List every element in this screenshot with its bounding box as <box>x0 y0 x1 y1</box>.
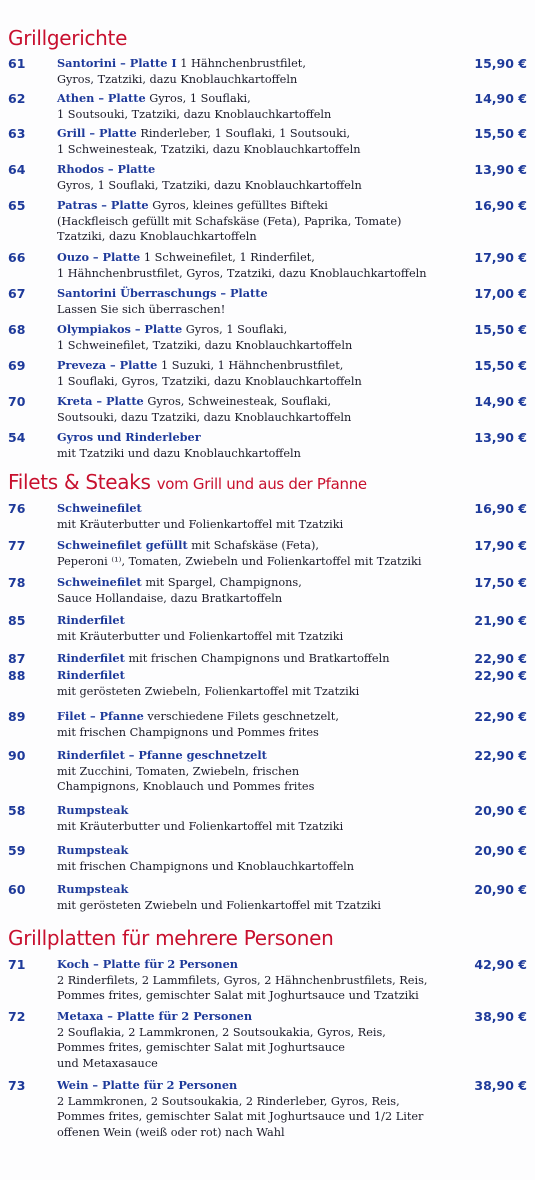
item-desc: 1 Hähnchenbrustfilet, <box>180 57 306 70</box>
item-name: Rinderfilet – Pfanne geschnetzelt <box>57 748 267 762</box>
section-title-grillgerichte: Grillgerichte <box>8 26 128 50</box>
item-price: 38,90 € <box>474 1078 527 1093</box>
item-desc: Champignons, Knoblauch und Pommes frites <box>57 780 315 793</box>
item-price: 20,90 € <box>474 843 527 858</box>
item-desc: Tzatziki, dazu Knoblauchkartoffeln <box>57 230 257 243</box>
item-price: 22,90 € <box>474 748 527 763</box>
item-number: 60 <box>8 882 26 897</box>
item-desc: mit Schafskäse (Feta), <box>191 539 320 552</box>
item-desc: Pommes frites, gemischter Salat mit Joghurtsauce und Tzatziki <box>57 989 419 1002</box>
item-price: 16,90 € <box>474 198 527 213</box>
item-price: 15,50 € <box>474 322 527 337</box>
item-number: 61 <box>8 56 26 71</box>
item-desc: 2 Rinderfilets, 2 Lammfilets, Gyros, 2 Hähnchenbrustfilets, Reis, <box>57 973 428 987</box>
item-name: Filet – Pfanne <box>57 709 144 723</box>
item-name: Metaxa – Platte für 2 Personen <box>57 1009 253 1023</box>
item-desc: Lassen Sie sich überraschen! <box>57 302 226 316</box>
section-title-filets-steaks: Filets & Steaks vom Grill und aus der Pfanne <box>8 470 367 494</box>
item-name: Schweinefilet <box>57 501 142 515</box>
item-name: Santorini – Platte I <box>57 56 177 70</box>
item-desc: 2 Lammkronen, 2 Soutsoukakia, 2 Rinderleber, Gyros, Reis, <box>57 1094 400 1108</box>
item-desc: Gyros, 1 Souflaki, <box>149 92 251 105</box>
item-price: 17,90 € <box>474 250 527 265</box>
item-number: 88 <box>8 668 26 683</box>
item-desc: mit Spargel, Champignons, <box>145 576 302 589</box>
item-desc: 1 Soutsouki, Tzatziki, dazu Knoblauchkartoffeln <box>57 107 332 121</box>
item-desc: Gyros, kleines gefülltes Bifteki <box>152 199 328 212</box>
item-price: 17,50 € <box>474 575 527 590</box>
item-name: Ouzo – Platte <box>57 250 141 264</box>
item-price: 20,90 € <box>474 882 527 897</box>
item-price: 14,90 € <box>474 394 527 409</box>
item-desc: 1 Suzuki, 1 Hähnchenbrustfilet, <box>160 359 344 372</box>
item-number: 65 <box>8 198 26 213</box>
item-desc: mit Kräuterbutter und Folienkartoffel mit Tzatziki <box>57 629 344 643</box>
item-number: 87 <box>8 651 26 666</box>
item-number: 63 <box>8 126 26 141</box>
item-name: Rinderfilet <box>57 613 125 627</box>
item-desc: 1 Hähnchenbrustfilet, Gyros, Tzatziki, dazu Knoblauchkartoffeln <box>57 266 427 280</box>
item-desc: 1 Schweinesteak, Tzatziki, dazu Knoblauchkartoffeln <box>57 142 361 156</box>
item-name: Preveza – Platte <box>57 358 158 372</box>
item-desc: mit frischen Champignons und Pommes frites <box>57 725 319 739</box>
item-desc: verschiedene Filets geschnetzelt, <box>147 710 339 723</box>
item-number: 66 <box>8 250 26 265</box>
item-desc: offenen Wein (weiß oder rot) nach Wahl <box>57 1125 285 1139</box>
item-price: 42,90 € <box>474 957 527 972</box>
item-price: 21,90 € <box>474 613 527 628</box>
item-number: 54 <box>8 430 26 445</box>
item-name: Rumpsteak <box>57 803 129 817</box>
item-name: Athen – Platte <box>57 91 146 105</box>
item-name: Rumpsteak <box>57 843 129 857</box>
item-price: 22,90 € <box>474 709 527 724</box>
item-name: Wein – Platte für 2 Personen <box>57 1078 238 1092</box>
item-desc: Rinderleber, 1 Souflaki, 1 Soutsouki, <box>140 127 351 140</box>
item-price: 13,90 € <box>474 430 527 445</box>
item-name: Rinderfilet <box>57 651 125 665</box>
item-price: 16,90 € <box>474 501 527 516</box>
item-number: 69 <box>8 358 26 373</box>
item-number: 85 <box>8 613 26 628</box>
item-desc: Gyros, Schweinesteak, Souflaki, <box>147 395 332 408</box>
item-price: 17,90 € <box>474 538 527 553</box>
item-number: 68 <box>8 322 26 337</box>
item-desc: mit Tzatziki und dazu Knoblauchkartoffeln <box>57 446 301 460</box>
item-name: Rinderfilet <box>57 668 125 682</box>
item-price: 20,90 € <box>474 803 527 818</box>
item-name: Rumpsteak <box>57 882 129 896</box>
item-name: Kreta – Platte <box>57 394 144 408</box>
item-desc: Peperoni ⁽¹⁾, Tomaten, Zwiebeln und Folienkartoffel mit Tzatziki <box>57 554 422 568</box>
item-desc: mit gerösteten Zwiebeln, Folienkartoffel mit Tzatziki <box>57 684 360 698</box>
item-desc: Gyros, 1 Souflaki, <box>185 323 288 336</box>
item-name: Olympiakos – Platte <box>57 322 183 336</box>
item-number: 62 <box>8 91 26 106</box>
item-name: Koch – Platte für 2 Personen <box>57 957 238 971</box>
item-number: 73 <box>8 1078 26 1093</box>
item-price: 15,90 € <box>474 56 527 71</box>
item-desc: mit Kräuterbutter und Folienkartoffel mit Tzatziki <box>57 819 344 833</box>
item-number: 67 <box>8 286 26 301</box>
item-number: 64 <box>8 162 26 177</box>
item-number: 59 <box>8 843 26 858</box>
item-price: 13,90 € <box>474 162 527 177</box>
item-name: Rhodos – Platte <box>57 162 156 176</box>
item-number: 90 <box>8 748 26 763</box>
item-desc: (Hackfleisch gefüllt mit Schafskäse (Feta), Paprika, Tomate) <box>57 214 402 228</box>
item-desc: und Metaxasauce <box>57 1056 158 1070</box>
item-price: 38,90 € <box>474 1009 527 1024</box>
item-desc: 1 Souflaki, Gyros, Tzatziki, dazu Knoblauchkartoffeln <box>57 374 362 388</box>
item-desc: mit frischen Champignons und Knoblauchkartoffeln <box>57 859 355 873</box>
item-number: 71 <box>8 957 26 972</box>
item-desc: mit Zucchini, Tomaten, Zwiebeln, frischen <box>57 764 300 778</box>
item-name: Gyros und Rinderleber <box>57 430 201 444</box>
item-name: Schweinefilet <box>57 575 142 589</box>
item-price: 22,90 € <box>474 651 527 666</box>
item-number: 77 <box>8 538 26 553</box>
item-desc: 1 Schweinefilet, Tzatziki, dazu Knoblauchkartoffeln <box>57 338 353 352</box>
item-price: 14,90 € <box>474 91 527 106</box>
item-price: 17,00 € <box>474 286 527 301</box>
item-name: Grill – Platte <box>57 126 137 140</box>
item-number: 58 <box>8 803 26 818</box>
item-price: 15,50 € <box>474 126 527 141</box>
item-number: 76 <box>8 501 26 516</box>
item-desc: 2 Souflakia, 2 Lammkronen, 2 Soutsoukakia, Gyros, Reis, <box>57 1025 386 1039</box>
item-price: 22,90 € <box>474 668 527 683</box>
item-number: 89 <box>8 709 26 724</box>
item-desc: mit Kräuterbutter und Folienkartoffel mit Tzatziki <box>57 517 344 531</box>
item-desc: Gyros, Tzatziki, dazu Knoblauchkartoffeln <box>57 72 298 86</box>
item-number: 78 <box>8 575 26 590</box>
item-desc: Sauce Hollandaise, dazu Bratkartoffeln <box>57 591 283 605</box>
item-desc: Pommes frites, gemischter Salat mit Joghurtsauce <box>57 1041 345 1054</box>
section-title-grillplatten: Grillplatten für mehrere Personen <box>8 926 334 950</box>
section-subtitle: vom Grill und aus der Pfanne <box>156 475 367 493</box>
item-desc: Soutsouki, dazu Tzatziki, dazu Knoblauchkartoffeln <box>57 410 352 424</box>
item-name: Patras – Platte <box>57 198 149 212</box>
item-name: Santorini Überraschungs – Platte <box>57 286 268 300</box>
item-number: 70 <box>8 394 26 409</box>
item-desc: Gyros, 1 Souflaki, Tzatziki, dazu Knoblauchkartoffeln <box>57 178 362 192</box>
item-desc: mit frischen Champignons und Bratkartoffeln <box>128 652 390 665</box>
item-number: 72 <box>8 1009 26 1024</box>
item-desc: 1 Schweinefilet, 1 Rinderfilet, <box>143 251 315 264</box>
item-desc: mit gerösteten Zwiebeln und Folienkartoffel mit Tzatziki <box>57 898 381 912</box>
item-name: Schweinefilet gefüllt <box>57 538 188 552</box>
item-desc: Pommes frites, gemischter Salat mit Joghurtsauce und 1/2 Liter <box>57 1110 424 1123</box>
item-price: 15,50 € <box>474 358 527 373</box>
